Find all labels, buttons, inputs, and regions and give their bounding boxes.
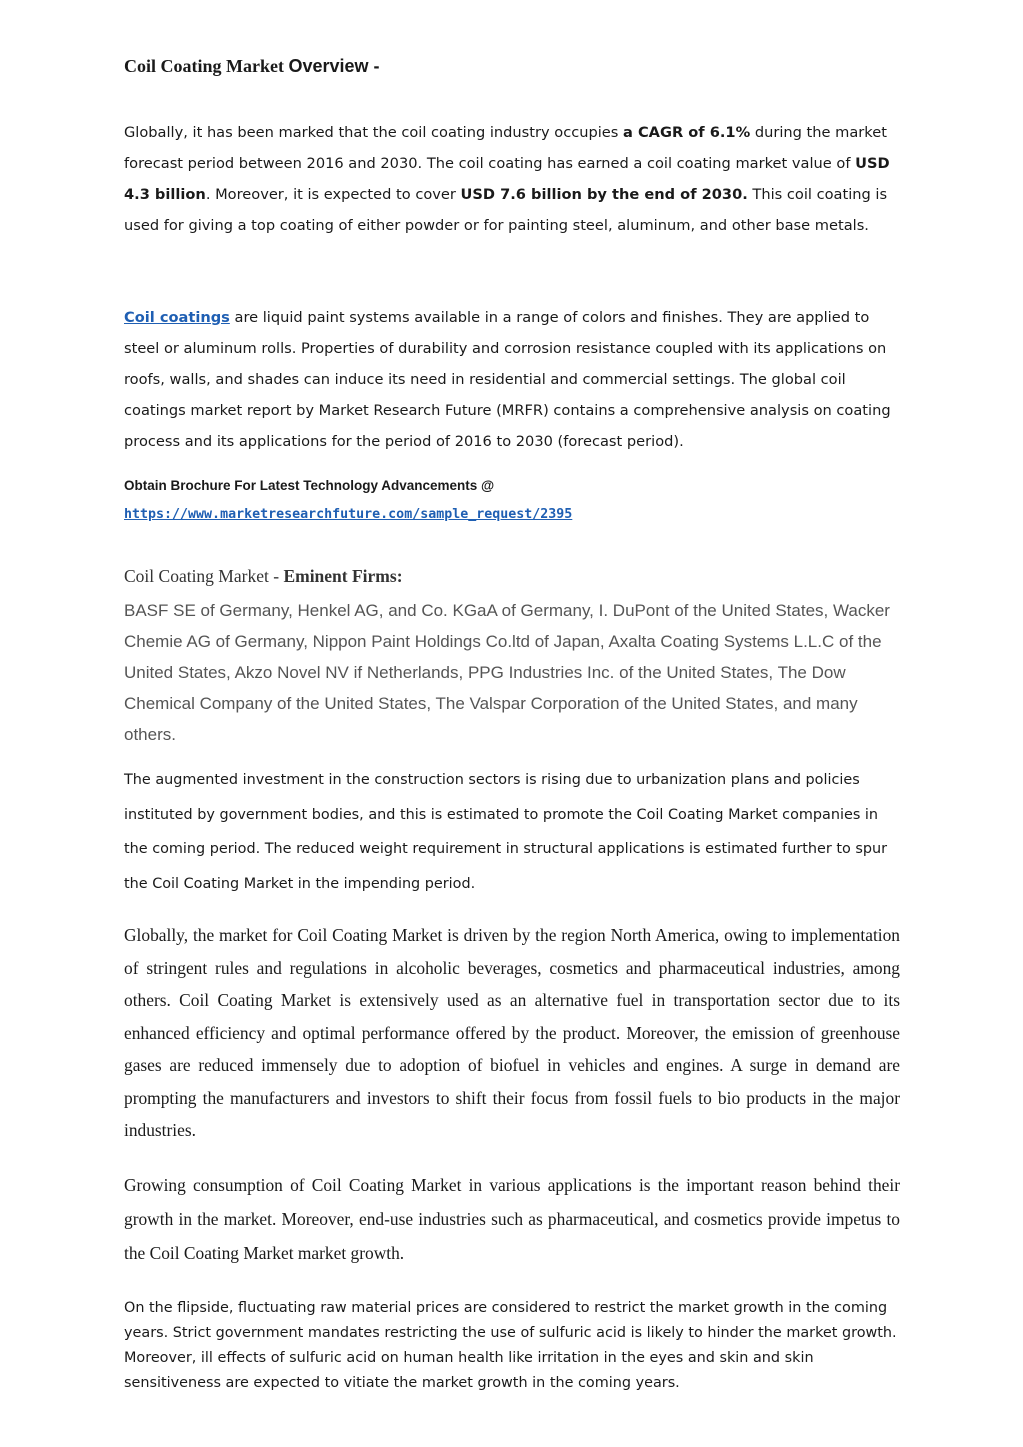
intro-text-2: during the market forecast period between 2016 and 2030. The coil coating has earned a coil coating market value of bbox=[124, 124, 887, 172]
definition-text: are liquid paint systems available in a range of colors and finishes. They are applied to steel or aluminum rolls. Properties of durability and corrosion resistance coupled with its applications on roofs, walls, and shades can induce its need in residential and commercial settings. The global coil coatings market report by Market Research Future (MRFR) contains a comprehensive analysis on coating process and its applications for the period of 2016 to 2030 (forecast period). bbox=[124, 309, 891, 450]
regional-paragraph: Globally, the market for Coil Coating Market is driven by the region North America, owing to implementation of stringent rules and regulations in alcoholic beverages, cosmetics and pharmaceutical industries, among others. Coil Coating Market is extensively used as an alternative fuel in transportation sector due to its enhanced efficiency and optimal performance offered by the product. Moreover, the emission of greenhouse gases are reduced immensely due to adoption of biofuel in vehicles and engines. A surge in demand are prompting the manufacturers and investors to shift their focus from fossil fuels to bio products in the major industries. bbox=[124, 925, 900, 1140]
firms-paragraph: BASF SE of Germany, Henkel AG, and Co. KGaA of Germany, I. DuPont of the United States, Wacker Chemie AG of Germany, Nippon Paint Holdings Co.ltd of Japan, Axalta Coating Systems L.L.C of the United States, Akzo Novel NV if Netherlands, PPG Industries Inc. of the United States, The Dow Chemical Company of the United States, The Valspar Corporation of the United States, and many others. bbox=[124, 601, 890, 744]
section-heading-part-a: Coil Coating Market - bbox=[124, 566, 284, 586]
forecast-value-highlight: USD 7.6 billion by the end of 2030. bbox=[460, 186, 748, 203]
page-title bbox=[124, 56, 900, 77]
intro-paragraph bbox=[124, 117, 900, 241]
title-part-b: Overview - bbox=[288, 56, 380, 76]
coil-coatings-link[interactable]: Coil coatings bbox=[124, 309, 230, 326]
consumption-paragraph: Growing consumption of Coil Coating Market in various applications is the important reason behind their growth in the market. Moreover, end-use industries such as pharmaceutical, and cosmetics provide impetus to the Coil Coating Market market growth. bbox=[124, 1175, 900, 1263]
cagr-highlight: a CAGR of 6.1% bbox=[623, 124, 751, 141]
title-part-a: Coil Coating Market bbox=[124, 56, 289, 76]
investment-paragraph: The augmented investment in the construction sectors is rising due to urbanization plans and policies instituted by government bodies, and this is estimated to promote the Coil Coating Market companies in the coming period. The reduced weight requirement in structural applications is estimated further to spur the Coil Coating Market in the impending period. bbox=[124, 772, 888, 892]
brochure-heading: Obtain Brochure For Latest Technology Advancements @ bbox=[124, 478, 495, 493]
intro-text-3: . Moreover, it is expected to cover bbox=[205, 186, 461, 203]
definition-paragraph bbox=[124, 302, 900, 457]
market-value-highlight: USD 4.3 billion bbox=[124, 155, 890, 203]
section-heading-part-c: : bbox=[396, 566, 403, 586]
intro-text-4: This coil coating is used for giving a top coating of either powder or for painting steel, aluminum, and other base metals. bbox=[124, 186, 888, 234]
intro-text-1: Globally, it has been marked that the coil coating industry occupies bbox=[124, 124, 624, 141]
restraints-paragraph: On the flipside, fluctuating raw material prices are considered to restrict the market growth in the coming years. Strict government mandates restricting the use of sulfuric acid is likely to hinder the market growth. Moreover, ill effects of sulfuric acid on human health like irritation in the eyes and skin and skin sensitiveness are expected to vitiate the market growth in the coming years. bbox=[124, 1300, 897, 1391]
section-heading-part-b: Eminent Firms bbox=[283, 566, 397, 586]
sample-request-link[interactable]: https://www.marketresearchfuture.com/sample_request/2395 bbox=[124, 507, 573, 522]
section-heading-firms bbox=[124, 566, 900, 587]
